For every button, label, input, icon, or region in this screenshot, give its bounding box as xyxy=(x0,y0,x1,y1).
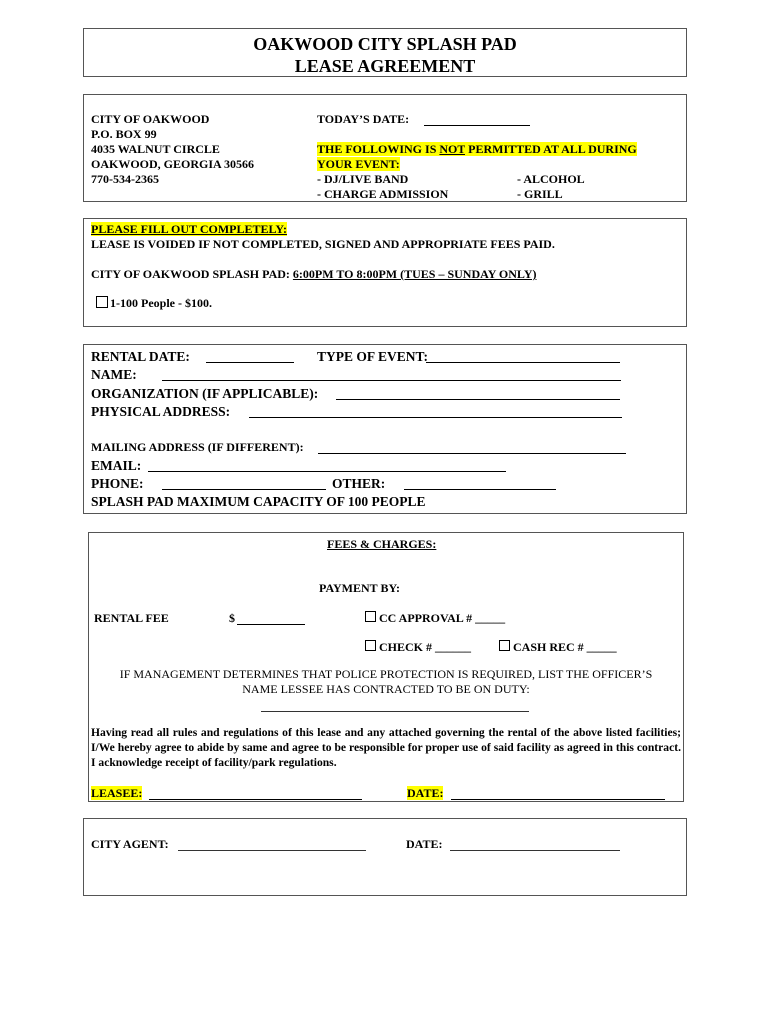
hours-line xyxy=(91,267,536,281)
not-permitted-suffix: PERMITTED AT ALL DURING xyxy=(465,142,637,156)
rental-fee-field[interactable] xyxy=(237,624,305,625)
cc-approval-label: CC APPROVAL # _____ xyxy=(379,611,506,625)
city-state-zip: OAKWOOD, GEORGIA 30566 xyxy=(91,157,255,171)
police-notice-line2: NAME LESSEE HAS CONTRACTED TO BE ON DUTY: xyxy=(242,682,530,696)
city-agent-label: CITY AGENT: xyxy=(91,837,169,851)
title-box xyxy=(83,28,687,77)
check-label: CHECK # ______ xyxy=(379,640,472,654)
todays-date-field[interactable] xyxy=(424,125,530,126)
not-permitted-not: NOT xyxy=(439,142,466,156)
phone-label: PHONE: xyxy=(91,476,144,491)
agreement-paragraph: Having read all rules and regulations of this lease and any attached governing the rental of the above listed facilities; I/We hereby agree to abide by same and agree to be responsible for proper use of said facility as agreed in this contract. I acknowledge receipt of facility/park regulations. xyxy=(91,726,681,769)
not-permitted-heading xyxy=(317,142,637,156)
rental-date-field[interactable] xyxy=(206,362,294,363)
payment-by-label: PAYMENT BY: xyxy=(319,581,401,595)
officer-name-field[interactable] xyxy=(261,711,529,712)
lessee-date-label-text: DATE: xyxy=(407,786,444,800)
email-label: EMAIL: xyxy=(91,458,142,473)
physical-address-field[interactable] xyxy=(249,417,622,418)
prohibited-charge-admission: - CHARGE ADMISSION xyxy=(317,187,449,201)
form-title-line1: OAKWOOD CITY SPLASH PAD xyxy=(253,34,517,54)
prohibited-alcohol: - ALCOHOL xyxy=(517,172,585,186)
form-title-line2: LEASE AGREEMENT xyxy=(294,56,476,76)
todays-date-label: TODAY’S DATE: xyxy=(317,112,410,126)
type-of-event-field[interactable] xyxy=(426,362,620,363)
mailing-address-field[interactable] xyxy=(318,453,626,454)
organization-field[interactable] xyxy=(336,399,620,400)
city-agent-signature-field[interactable] xyxy=(178,850,366,851)
address-info-box xyxy=(83,94,687,202)
other-phone-label: OTHER: xyxy=(332,476,386,491)
police-notice-line1: IF MANAGEMENT DETERMINES THAT POLICE PROTECTION IS REQUIRED, LIST THE OFFICER’S xyxy=(119,667,653,681)
option-label: 1-100 People - $100. xyxy=(110,296,212,310)
your-event-label: YOUR EVENT: xyxy=(317,157,400,171)
hours-value: 6:00PM TO 8:00PM (TUES – SUNDAY ONLY) xyxy=(292,267,537,281)
prohibited-grill: - GRILL xyxy=(517,187,563,201)
rental-fee-label: RENTAL FEE xyxy=(94,611,169,625)
city-phone: 770-534-2365 xyxy=(91,172,159,186)
city-name: CITY OF OAKWOOD xyxy=(91,112,210,126)
city-agent-date-label: DATE: xyxy=(406,837,443,851)
option-checkbox[interactable] xyxy=(96,296,108,308)
fees-box xyxy=(88,532,684,802)
lessee-date-label xyxy=(407,786,443,800)
rental-info-box xyxy=(83,344,687,514)
instructions-box xyxy=(83,218,687,327)
lessee-date-field[interactable] xyxy=(451,799,665,800)
other-phone-field[interactable] xyxy=(404,489,556,490)
po-box: P.O. BOX 99 xyxy=(91,127,157,141)
physical-address-label: PHYSICAL ADDRESS: xyxy=(91,404,231,419)
lessee-label xyxy=(91,786,142,800)
dollar-sign: $ xyxy=(229,611,235,625)
street-address: 4035 WALNUT CIRCLE xyxy=(91,142,220,156)
hours-label: CITY OF OAKWOOD SPLASH PAD: xyxy=(91,267,293,281)
prohibited-dj: - DJ/LIVE BAND xyxy=(317,172,409,186)
rental-date-label: RENTAL DATE: xyxy=(91,349,190,364)
lessee-signature-field[interactable] xyxy=(149,799,362,800)
voided-notice: LEASE IS VOIDED IF NOT COMPLETED, SIGNED AND APPROPRIATE FEES PAID. xyxy=(91,237,555,251)
city-agent-date-field[interactable] xyxy=(450,850,620,851)
name-field[interactable] xyxy=(162,380,621,381)
mailing-address-label: MAILING ADDRESS (IF DIFFERENT): xyxy=(91,440,304,454)
not-permitted-line2 xyxy=(317,157,400,171)
check-checkbox[interactable] xyxy=(365,640,376,651)
city-agent-box xyxy=(83,818,687,896)
phone-field[interactable] xyxy=(162,489,326,490)
fill-out-text: PLEASE FILL OUT COMPLETELY: xyxy=(91,222,287,236)
email-field[interactable] xyxy=(148,471,506,472)
capacity-note: SPLASH PAD MAXIMUM CAPACITY OF 100 PEOPLE xyxy=(91,494,426,509)
not-permitted-prefix: THE FOLLOWING IS xyxy=(317,142,440,156)
organization-label: ORGANIZATION (IF APPLICABLE): xyxy=(91,386,319,401)
fill-out-notice xyxy=(91,222,287,236)
name-label: NAME: xyxy=(91,367,137,382)
cash-rec-checkbox[interactable] xyxy=(499,640,510,651)
type-of-event-label: TYPE OF EVENT: xyxy=(317,349,429,364)
cc-approval-checkbox[interactable] xyxy=(365,611,376,622)
fees-heading: FEES & CHARGES: xyxy=(327,537,437,551)
lessee-label-text: LEASEE: xyxy=(91,786,143,800)
cash-rec-label: CASH REC # _____ xyxy=(513,640,617,654)
